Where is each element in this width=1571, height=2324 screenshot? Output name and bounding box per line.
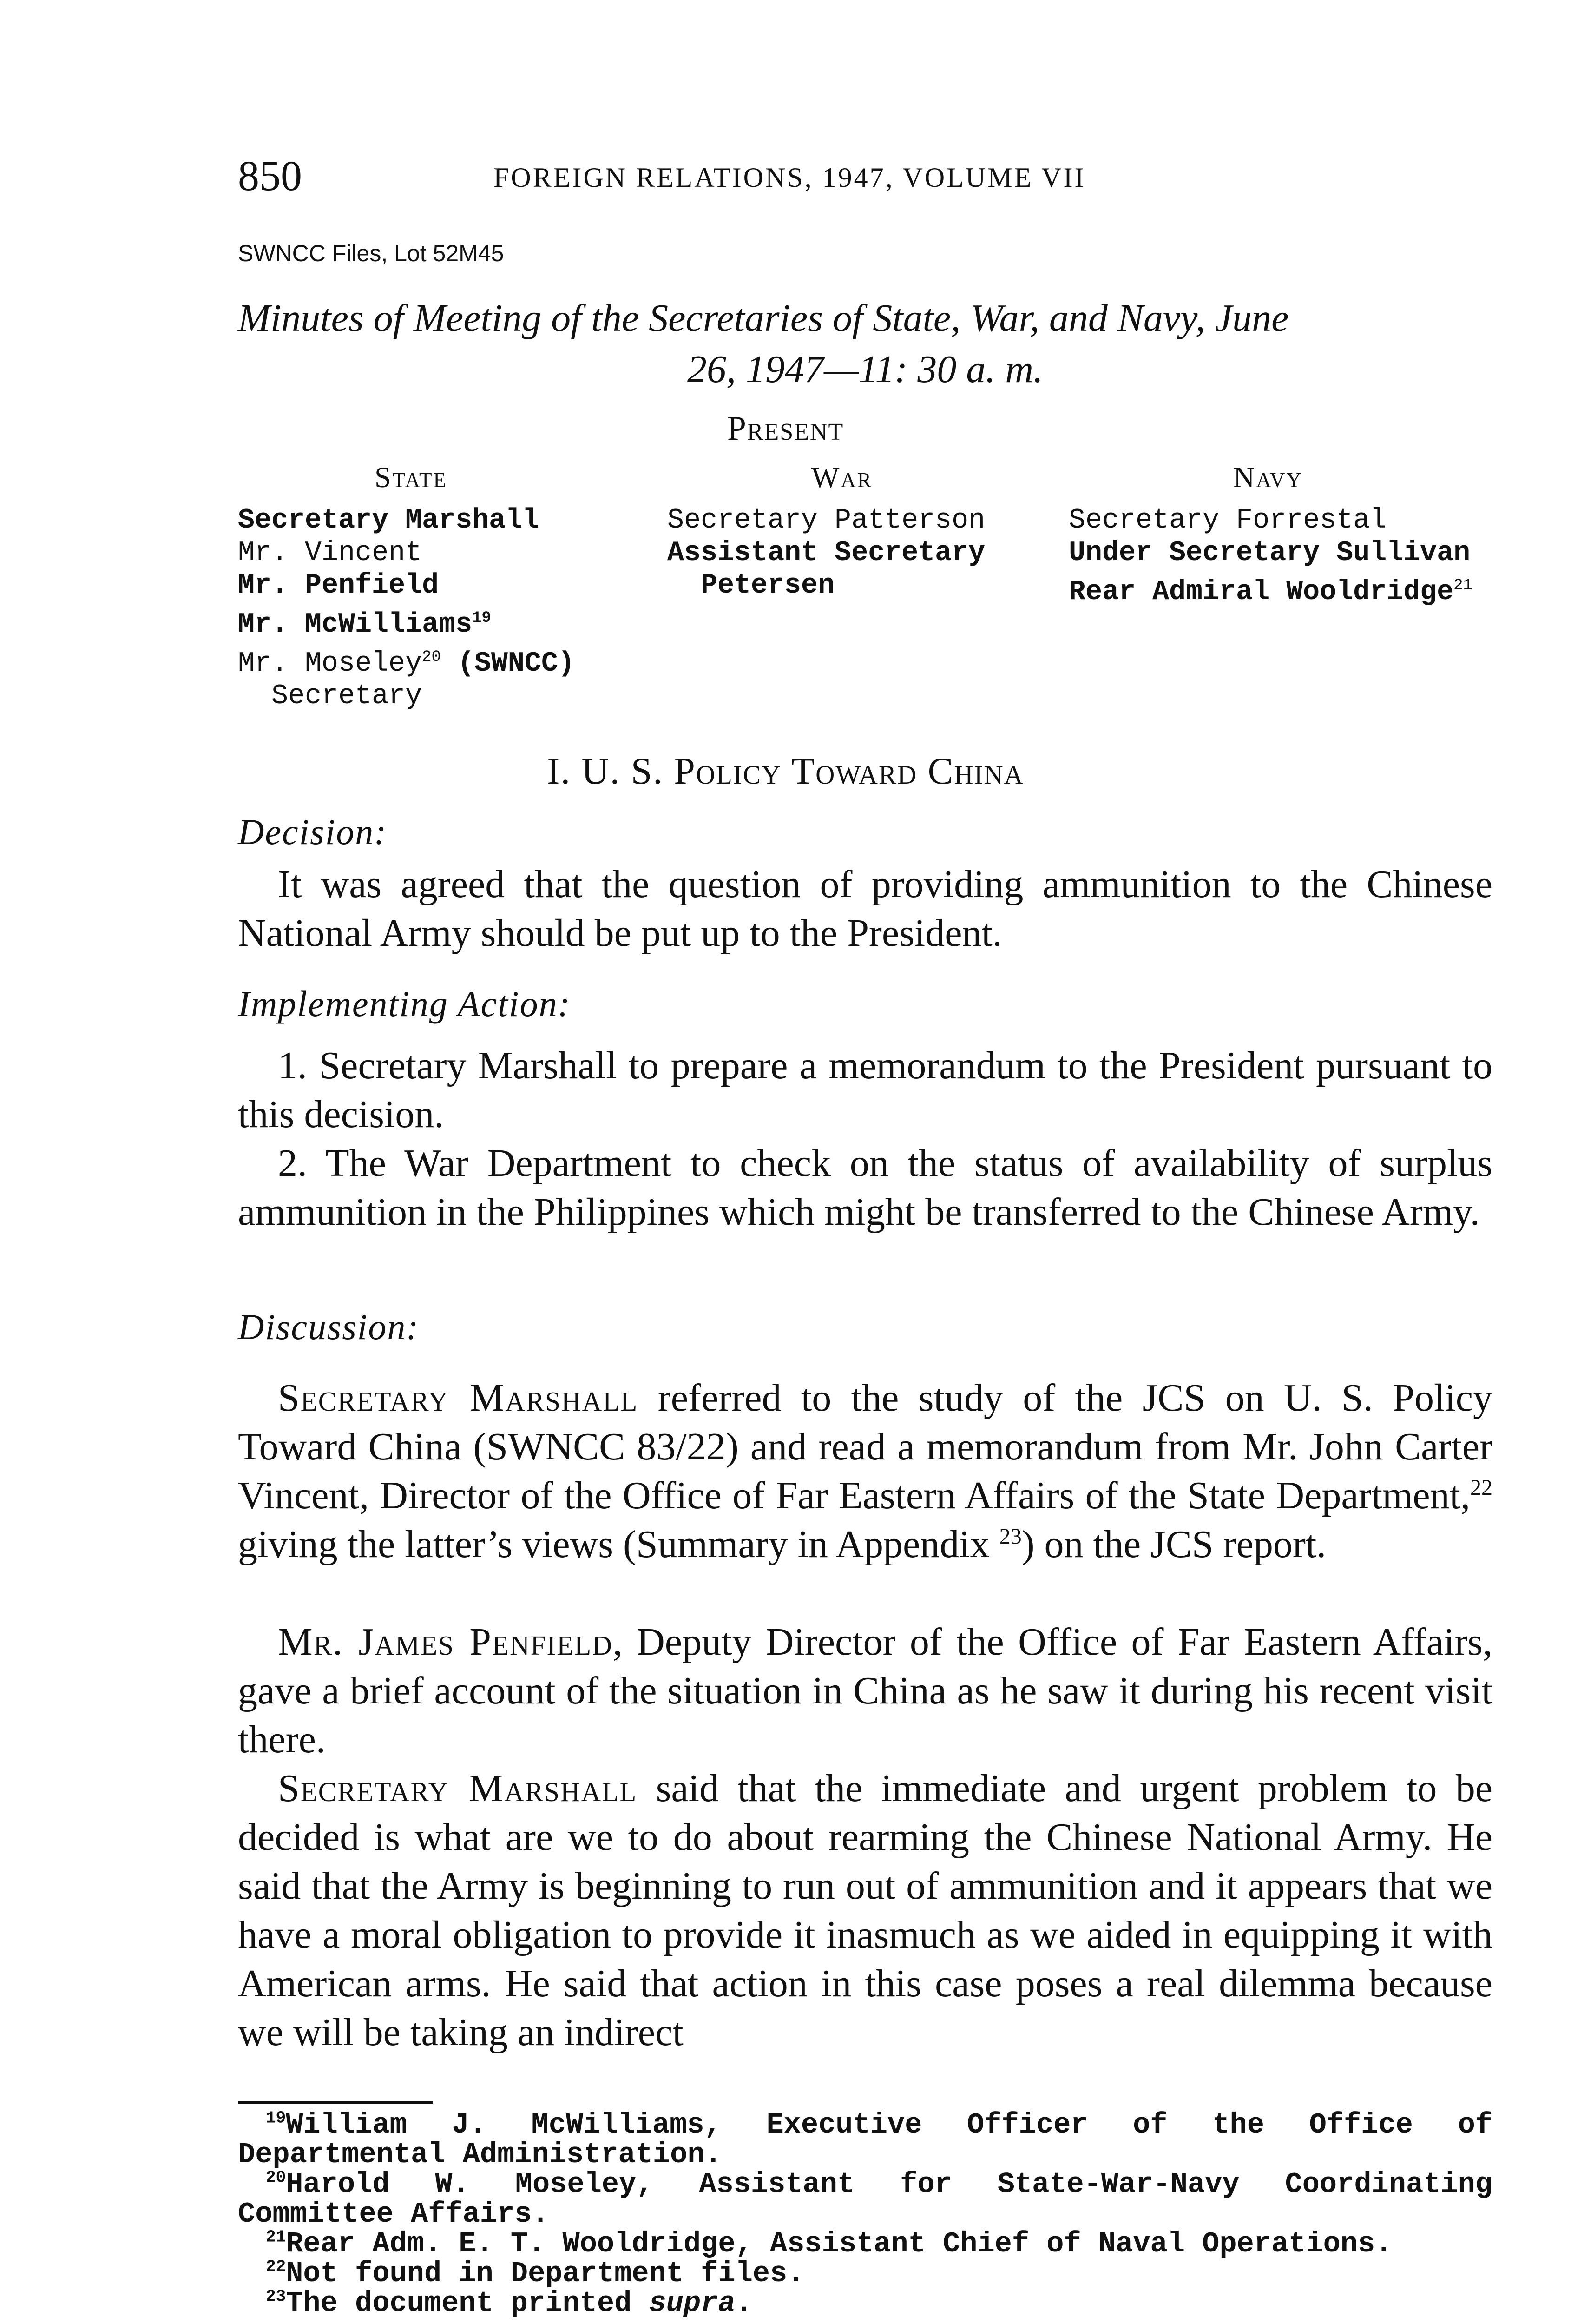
- war-attendees: [667, 504, 985, 602]
- war-attendee-3: Petersen: [701, 570, 835, 601]
- implementing-action-label: Implementing Action:: [238, 984, 571, 1024]
- footnote-23-text-a: The document printed: [286, 2287, 649, 2320]
- title-line-2: 26, 1947—11: 30 a. m.: [687, 348, 1044, 391]
- discussion-label: Discussion:: [238, 1307, 420, 1347]
- implementing-item-1-text: 1. Secretary Marshall to prepare a memorandum to the President pursuant to this decision.: [238, 1044, 1492, 1136]
- footnote-23: [238, 2289, 1492, 2318]
- footnote-divider: [238, 2101, 433, 2104]
- file-reference: SWNCC Files, Lot 52M45: [238, 240, 504, 266]
- running-title: FOREIGN RELATIONS, 1947, VOLUME VII: [493, 162, 1086, 193]
- discussion-p3-text: said that the immediate and urgent problem to be decided is what are we to do about rearming the Chinese National Army. He said that the Army is beginning to run out of ammunition and it appears that we have a moral obligation to provide it inasmuch as we aided in equipping it with American arms. He said that action in this case poses a real dilemma because we will be taking an indirect: [238, 1767, 1492, 2054]
- footnote-20-number: 20: [266, 2168, 286, 2187]
- decision-text: [238, 860, 1492, 957]
- footnote-21: [238, 2229, 1492, 2259]
- document-title: [238, 293, 1492, 395]
- state-attendee-2: Mr. Vincent: [238, 537, 422, 569]
- footnote-ref-23: 23: [999, 1524, 1022, 1549]
- footnote-21-number: 21: [266, 2227, 286, 2247]
- war-heading: War: [811, 461, 873, 494]
- state-attendee-3: Mr. Penfield: [238, 570, 439, 601]
- war-attendee-2: Assistant Secretary: [667, 537, 986, 569]
- decision-label: Decision:: [238, 812, 388, 852]
- discussion-p2-text: , Deputy Director of the Office of Far Eastern Affairs, gave a brief account of the situation in China as he saw it during his recent visit there.: [238, 1620, 1492, 1761]
- implementing-item-2-text: 2. The War Department to check on the status of availability of surplus ammunition in the Philippines which might be transferred to the Chinese Army.: [238, 1142, 1492, 1234]
- footnote-23-text-c: .: [735, 2287, 753, 2320]
- navy-attendees: [1069, 504, 1472, 608]
- page-number: 850: [238, 152, 302, 199]
- discussion-paragraph-3: [238, 1764, 1492, 2057]
- footnote-20: [238, 2170, 1492, 2229]
- footnote-21-text: Rear Adm. E. T. Wooldridge, Assistant Chief of Naval Operations.: [286, 2227, 1393, 2260]
- implementing-item-1: [238, 1041, 1492, 1139]
- speaker-marshall-1: Secretary Marshall: [278, 1376, 638, 1419]
- footnote-23-number: 23: [266, 2287, 286, 2306]
- footnote-ref-19: 19: [472, 609, 491, 627]
- navy-heading: Navy: [1233, 461, 1303, 494]
- title-line-1: Minutes of Meeting of the Secretaries of State, War, and Navy, June: [238, 297, 1289, 340]
- discussion-p1-text-a: referred to the study of the JCS on U. S. Policy Toward China (SWNCC 83/22) and read a memorandum from Mr. John Carter Vincent, Director of the Office of Far Eastern Affairs of the State Department,: [238, 1376, 1492, 1517]
- footnote-22-number: 22: [266, 2257, 286, 2277]
- speaker-marshall-2: Secretary Marshall: [278, 1767, 638, 1810]
- navy-attendee-3: Rear Admiral Wooldridge: [1069, 576, 1454, 608]
- footnote-ref-22: 22: [1470, 1475, 1492, 1500]
- state-attendee-5: Mr. Moseley: [238, 648, 422, 680]
- footnote-22-text: Not found in Department files.: [286, 2257, 805, 2290]
- footnote-ref-20: 20: [422, 648, 441, 666]
- footnote-22: [238, 2259, 1492, 2289]
- footnote-20-text: Harold W. Moseley, Assistant for State-War-Navy Coordinating Committee Affairs.: [238, 2168, 1492, 2231]
- footnote-23-text-b: supra: [649, 2287, 736, 2320]
- navy-attendee-1: Secretary Forrestal: [1069, 505, 1387, 536]
- navy-attendee-2: Under Secretary Sullivan: [1069, 537, 1471, 569]
- state-attendee-5-suffix: (SWNCC): [440, 648, 575, 680]
- decision-body: It was agreed that the question of providing ammunition to the Chinese National Army should be put up to the President.: [238, 863, 1492, 955]
- discussion-paragraph-1: [238, 1373, 1492, 1569]
- state-heading: State: [375, 461, 447, 494]
- discussion-p1-text-c: ) on the JCS report.: [1021, 1523, 1327, 1566]
- state-attendees: [238, 504, 575, 713]
- footnote-ref-21: 21: [1453, 577, 1472, 594]
- present-heading: Present: [727, 409, 844, 448]
- discussion-p1-text-b: giving the latter’s views (Summary in Appendix: [238, 1523, 999, 1566]
- section-title: I. U. S. Policy Toward China: [547, 750, 1024, 792]
- state-attendee-4: Mr. McWilliams: [238, 609, 473, 640]
- implementing-item-2: [238, 1139, 1492, 1236]
- war-attendee-1: Secretary Patterson: [667, 505, 986, 536]
- footnote-19: [238, 2110, 1492, 2170]
- footnote-19-text: William J. McWilliams, Executive Officer of the Office of Departmental Administration.: [238, 2108, 1492, 2171]
- state-attendee-5-cont: Secretary: [271, 680, 422, 712]
- speaker-penfield: Mr. James Penfield: [278, 1620, 613, 1664]
- footnotes: [238, 2110, 1492, 2318]
- discussion-paragraph-2: [238, 1618, 1492, 1764]
- footnote-19-number: 19: [266, 2108, 286, 2128]
- state-attendee-1: Secretary Marshall: [238, 505, 539, 536]
